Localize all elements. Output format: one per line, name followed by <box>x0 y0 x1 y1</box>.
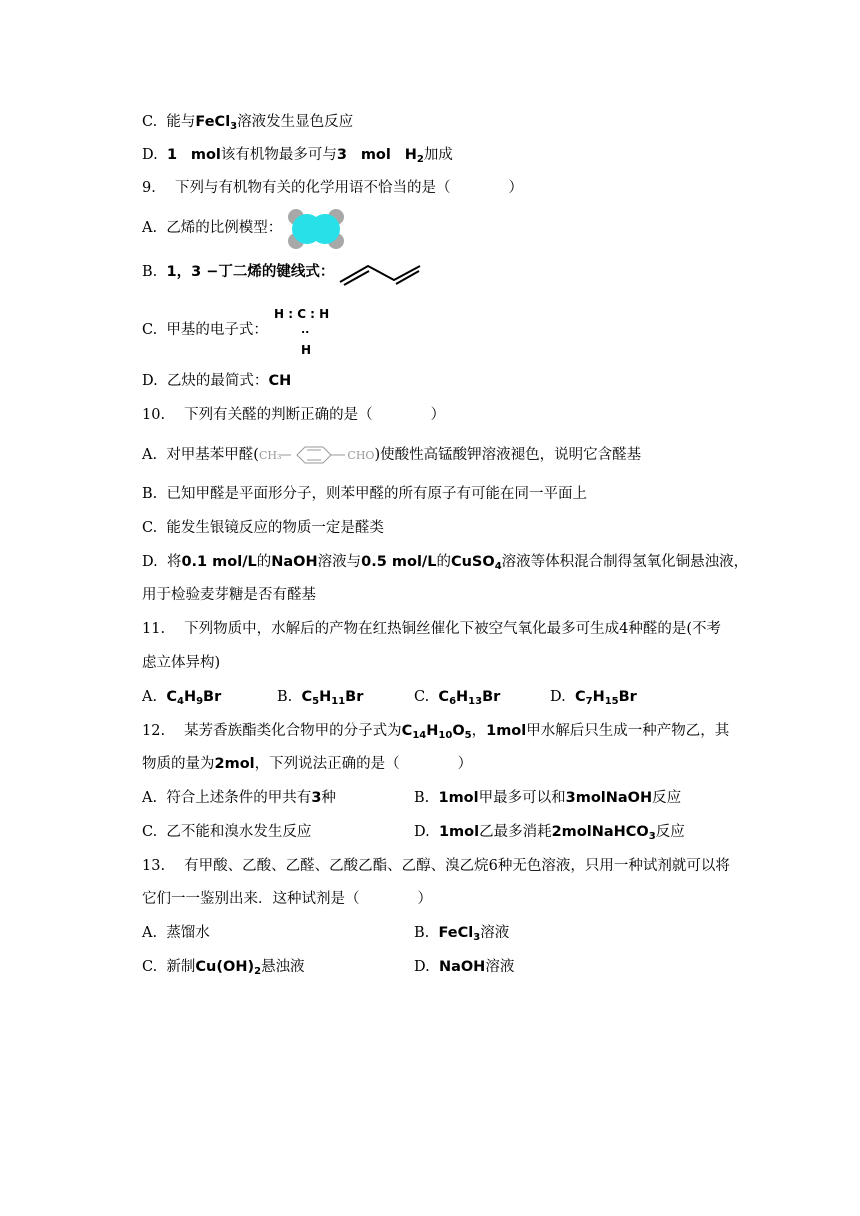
q10-option-b: B. 已知甲醛是平面形分子，则苯甲醛的所有原子有可能在同一平面上 <box>142 486 587 502</box>
cho-group-label: CHO <box>347 449 375 462</box>
q13-stem-line2: 它们一一鉴别出来．这种试剂是（ ） <box>142 891 432 907</box>
q11-option-d: D. $C_7H_{15}Br$ <box>550 689 637 707</box>
ch3-group-label: CH₃ <box>258 449 282 462</box>
q12-stem-line2: 物质的量为2mol，下列说法正确的是（ ） <box>142 756 473 772</box>
q8-option-d: D. 1 mol该有机物最多可与3 mol $H_2$加成 <box>142 147 453 165</box>
q11-option-b: B. $C_5H_{11}Br$ <box>277 689 364 707</box>
carbon-atom <box>310 214 340 244</box>
q13-stem-line1: 13. 有甲酸、乙酸、乙醛、乙酸乙酯、乙醇、溴乙烷6种无色溶液，只用一种试剂就可以将 <box>142 858 730 874</box>
q12-option-a: A. 符合上述条件的甲共有3种 <box>142 790 336 806</box>
q12-option-b: B. 1mol甲最多可以和3molNaOH反应 <box>414 790 682 806</box>
q9-option-a: A. 乙烯的比例模型： <box>142 220 283 236</box>
q9-stem: 9. 下列与有机物有关的化学用语不恰当的是（ ） <box>142 180 523 196</box>
q11-stem-line2: 虑立体异构) <box>142 655 221 671</box>
q9-option-d: D. 乙炔的最简式：CH <box>142 373 292 389</box>
q8-option-c: C. 能与FeCl$_3$溶液发生显色反应 <box>142 114 354 132</box>
benzene-ring-structure <box>281 445 347 465</box>
q10-option-a: A. 对甲基苯甲醛(CH₃ CHO)使酸性高锰酸钾溶液褪色，说明它含醛基 <box>142 447 642 463</box>
q12-stem-line1: 12. 某芳香族酯类化合物甲的分子式为$C_{14}H_{10}O_5$，1mol甲水解后只生成一种产物乙，其 <box>142 723 730 741</box>
q11-option-c: C. $C_6H_{13}Br$ <box>414 689 501 707</box>
q10-stem: 10. 下列有关醛的判断正确的是（ ） <box>142 407 446 423</box>
q10-option-c: C. 能发生银镜反应的物质一定是醛类 <box>142 520 384 536</box>
butadiene-skeletal-formula <box>336 260 426 286</box>
q13-option-c: C. 新制$Cu(OH)_2$悬浊液 <box>142 959 305 977</box>
q10-option-d: D. 将0.1 mol/L的NaOH溶液与0.5 mol/L的CuSO$_4$溶液等体积混合制得氢氧化铜悬浊液， <box>142 554 749 572</box>
electron-pair-dots: .. <box>301 323 310 336</box>
q11-option-a: A. $C_4H_9Br$ <box>142 689 222 707</box>
methyl-electron-formula-row1: H : C : H <box>274 307 330 321</box>
methyl-electron-formula-row3: H <box>301 343 312 357</box>
q11-stem-line1: 11. 下列物质中，水解后的产物在红热铜丝催化下被空气氧化最多可生成4种醛的是(不考 <box>142 621 722 637</box>
q12-option-d: D. 1mol乙最多消耗2molNaHCO$_3$反应 <box>414 824 685 842</box>
q10-option-d-line2: 用于检验麦芽糖是否有醛基 <box>142 587 316 603</box>
q13-option-b: B. FeCl$_3$溶液 <box>414 925 510 943</box>
q13-option-d: D. NaOH溶液 <box>414 959 515 975</box>
q13-option-a: A. 蒸馏水 <box>142 925 210 941</box>
q12-option-c: C. 乙不能和溴水发生反应 <box>142 824 312 840</box>
q9-option-c: C. 甲基的电子式： <box>142 322 268 338</box>
ethylene-space-filling-model <box>286 206 346 252</box>
q9-option-b: B. 1，3 −丁二烯的键线式： <box>142 264 335 280</box>
